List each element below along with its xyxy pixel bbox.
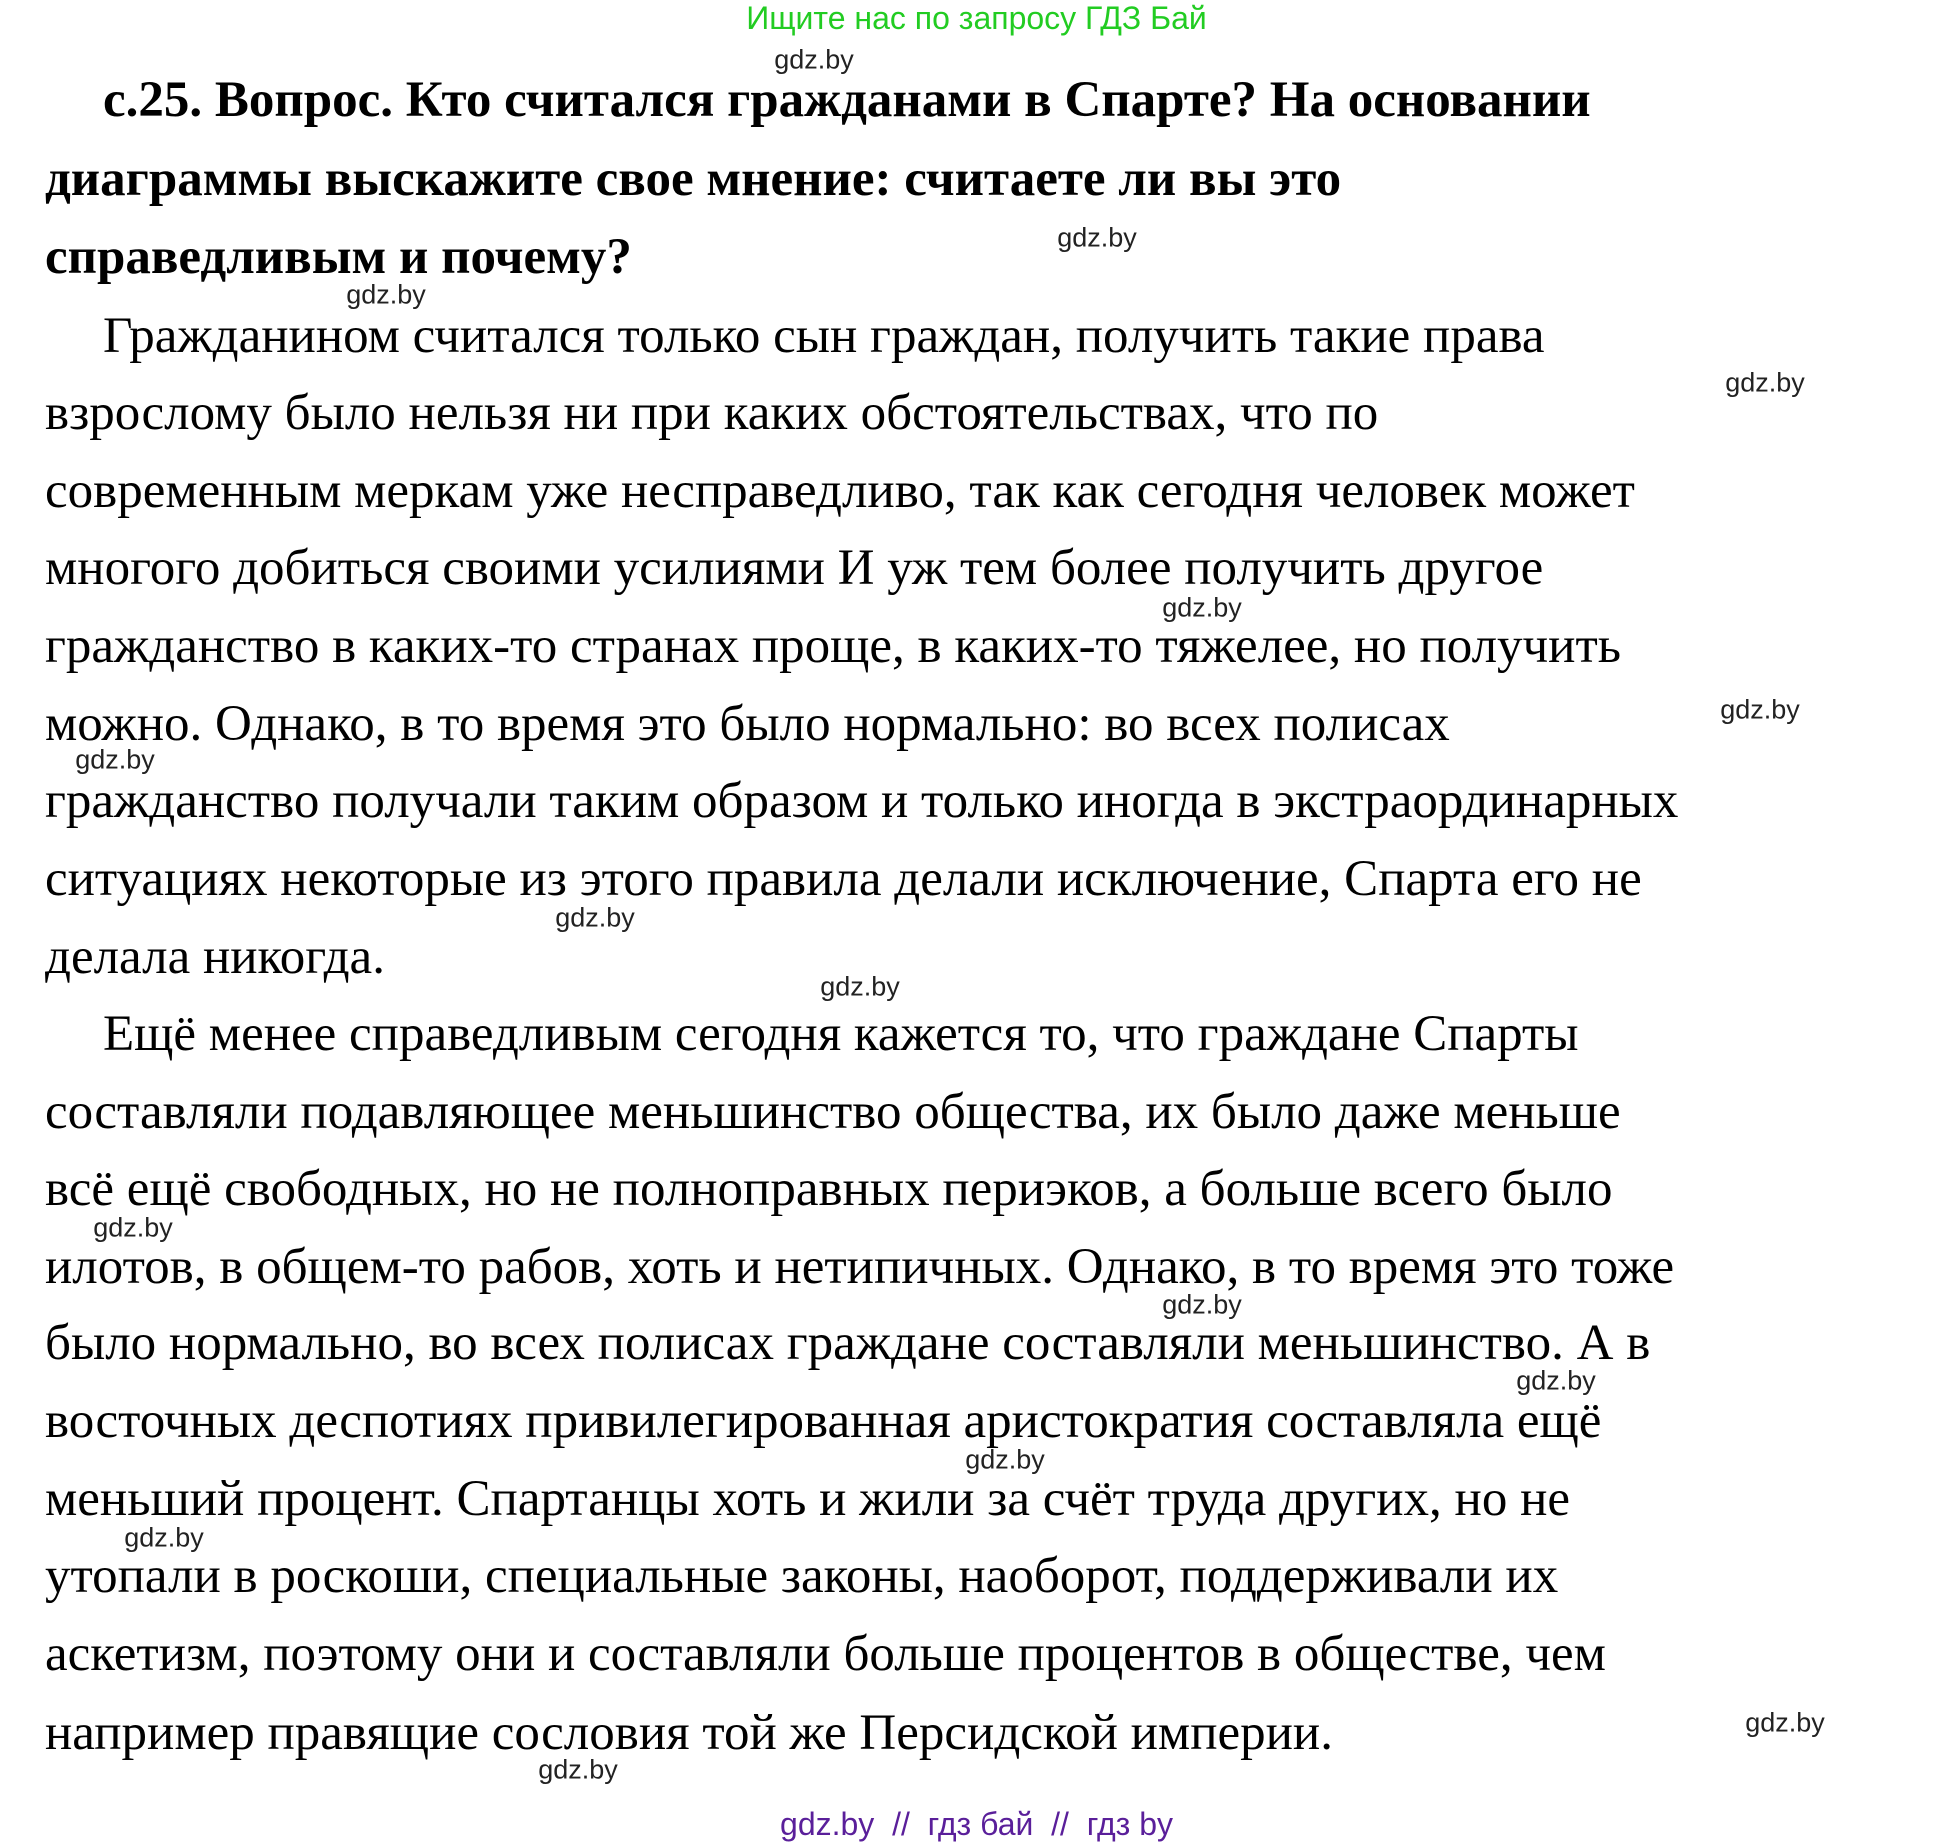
answer-line: современным меркам уже несправедливо, так как сегодня человек может [45, 463, 1635, 519]
answer-line: составляли подавляющее меньшинство общества, их было даже меньше [45, 1084, 1621, 1140]
answer-line: аскетизм, поэтому они и составляли больше процентов в обществе, чем [45, 1626, 1606, 1682]
answer-line: взрослому было нельзя ни при каких обстоятельствах, что по [45, 385, 1379, 441]
watermark: gdz.by [555, 902, 635, 933]
answer-line: илотов, в общем-то рабов, хоть и нетипичных. Однако, в то время это тоже [45, 1239, 1675, 1295]
answer-line: всё ещё свободных, но не полноправных периэков, а больше всего было [45, 1161, 1613, 1217]
answer-line: восточных деспотиях привилегированная аристократия составляла ещё [45, 1393, 1602, 1449]
watermark: gdz.by [1162, 592, 1242, 623]
answer-line: Гражданином считался только сын граждан, получить такие права [103, 308, 1545, 364]
watermark: gdz.by [1516, 1365, 1596, 1396]
watermark: gdz.by [1057, 222, 1137, 253]
answer-line: утопали в роскоши, специальные законы, наоборот, поддерживали их [45, 1548, 1559, 1604]
watermark: gdz.by [346, 279, 426, 310]
answer-line: Ещё менее справедливым сегодня кажется то, что граждане Спарты [103, 1006, 1579, 1062]
answer-line: можно. Однако, в то время это было нормально: во всех полисах [45, 696, 1450, 752]
answer-line: меньший процент. Спартанцы хоть и жили за счёт труда других, но не [45, 1471, 1570, 1527]
search-hint-banner: Ищите нас по запросу ГДЗ Бай [746, 0, 1207, 36]
watermark: gdz.by [538, 1754, 618, 1785]
watermark: gdz.by [1720, 694, 1800, 725]
answer-line: например правящие сословия той же Персидской империи. [45, 1705, 1333, 1761]
watermark: gdz.by [75, 744, 155, 775]
watermark: gdz.by [1745, 1707, 1825, 1738]
watermark: gdz.by [1162, 1289, 1242, 1320]
watermark: gdz.by [124, 1522, 204, 1553]
watermark: gdz.by [1725, 367, 1805, 398]
answer-line: делала никогда. [45, 929, 385, 985]
answer-line: было нормально, во всех полисах граждане составляли меньшинство. А в [45, 1315, 1651, 1371]
answer-line: многого добиться своими усилиями И уж тем более получить другое [45, 540, 1544, 596]
watermark: gdz.by [820, 971, 900, 1002]
question-title-line-1: с.25. Вопрос. Кто считался гражданами в Спарте? На основании [103, 72, 1591, 128]
answer-line: гражданство в каких-то странах проще, в каких-то тяжелее, но получить [45, 618, 1622, 674]
question-title-line-2: диаграммы выскажите свое мнение: считаете ли вы это [45, 151, 1342, 207]
watermark: gdz.by [93, 1212, 173, 1243]
watermark: gdz.by [774, 44, 854, 75]
footer-links: gdz.by // гдз бай // гдз by [780, 1806, 1173, 1842]
answer-line: гражданство получали таким образом и только иногда в экстраординарных [45, 773, 1679, 829]
answer-line: ситуациях некоторые из этого правила делали исключение, Спарта его не [45, 851, 1642, 907]
question-title-line-3: справедливым и почему? [45, 229, 632, 285]
watermark: gdz.by [965, 1444, 1045, 1475]
